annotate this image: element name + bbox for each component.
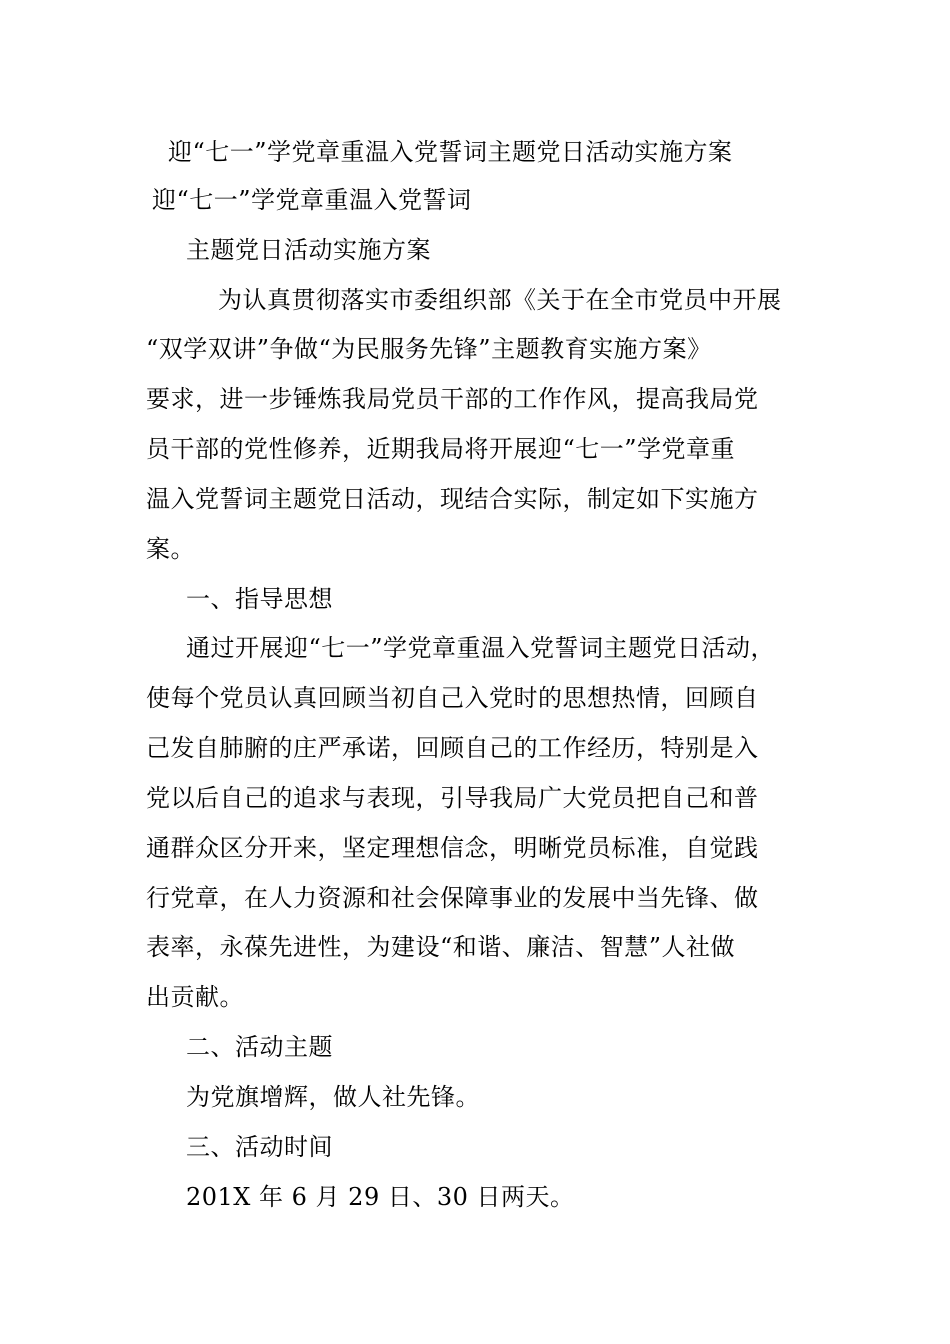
document-title: 迎“七一”学党章重温入党誓词主题党日活动实施方案 <box>168 138 733 166</box>
paragraph-line: 使每个党员认真回顾当初自己入党时的思想热情，回顾自 <box>146 684 759 712</box>
paragraph-line: 要求，进一步锤炼我局党员干部的工作作风，提高我局党 <box>146 385 759 413</box>
document-subtitle-line-1: 迎“七一”学党章重温入党誓词 <box>152 186 472 214</box>
section-heading-activity-theme: 二、活动主题 <box>186 1033 333 1061</box>
activity-theme-text: 为党旗增辉，做人社先锋。 <box>186 1083 480 1111</box>
paragraph-line: 表率，永葆先进性，为建设“和谐、廉洁、智慧”人社做 <box>146 933 736 961</box>
paragraph-line: 通群众区分开来，坚定理想信念，明晰党员标准，自觉践 <box>146 834 759 862</box>
document-subtitle-line-2: 主题党日活动实施方案 <box>186 236 431 264</box>
paragraph-line: 出贡献。 <box>146 983 244 1011</box>
paragraph-line: 通过开展迎“七一”学党章重温入党誓词主题党日活动， <box>186 634 776 662</box>
paragraph-line: 行党章，在人力资源和社会保障事业的发展中当先锋、做 <box>146 884 759 912</box>
paragraph-line: 员干部的党性修养，近期我局将开展迎“七一”学党章重 <box>146 435 736 463</box>
section-heading-guiding-ideology: 一、指导思想 <box>186 585 333 613</box>
paragraph-line: “双学双讲”争做“为民服务先锋”主题教育实施方案》 <box>146 335 712 363</box>
paragraph-line: 为认真贯彻落实市委组织部《关于在全市党员中开展 <box>218 286 782 314</box>
paragraph-line: 温入党誓词主题党日活动，现结合实际，制定如下实施方 <box>146 485 759 513</box>
paragraph-line: 党以后自己的追求与表现，引导我局广大党员把自己和普 <box>146 784 759 812</box>
paragraph-line: 案。 <box>146 535 195 563</box>
paragraph-line: 己发自肺腑的庄严承诺，回顾自己的工作经历，特别是入 <box>146 734 759 762</box>
section-heading-activity-time: 三、活动时间 <box>186 1133 333 1161</box>
activity-time-text: 201X 年 6 月 29 日、30 日两天。 <box>186 1183 575 1211</box>
